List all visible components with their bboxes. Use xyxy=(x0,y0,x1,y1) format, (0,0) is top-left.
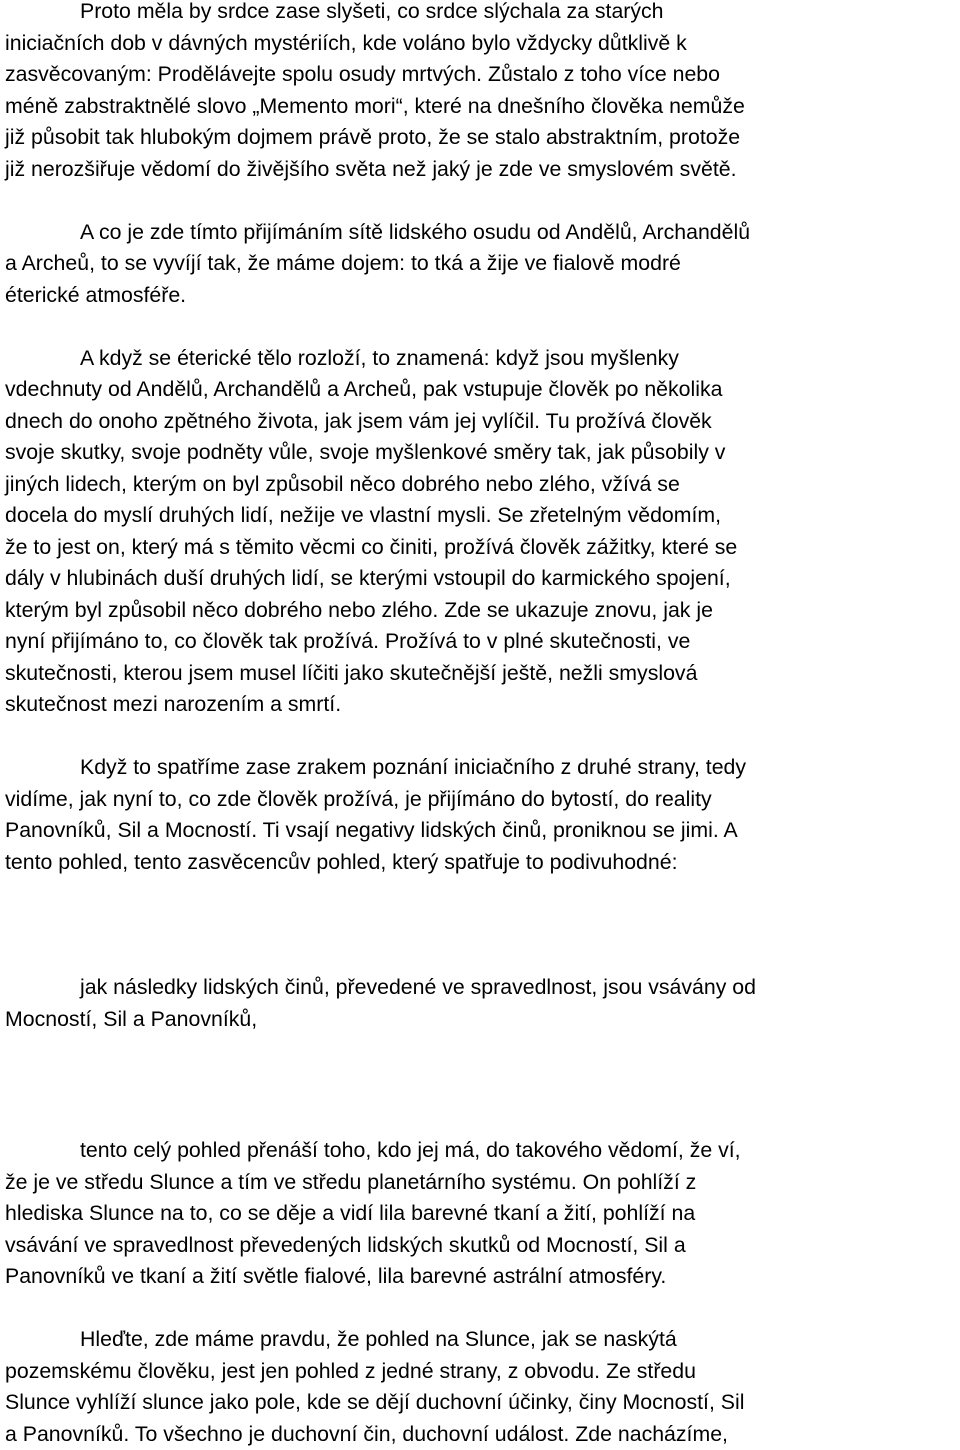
paragraph-spacer xyxy=(5,311,957,343)
paragraph-6: tento celý pohled přenáší toho, kdo jej má, do takového vědomí, že ví, že je ve středu Slunce a tím ve středu planetárního systému. On pohlíží z hlediska Slunce na to, co se děje a vidí lila barevné tkaní a žití, pohlíží na vsávání ve spravedlnost převedených lidských skutků od Mocností, Sil a Panovníků ve tkaní a žití světle fialové, lila barevné astrální atmosféry. xyxy=(5,1138,741,1288)
paragraph-spacer xyxy=(5,878,957,972)
paragraph-2: A co je zde tímto přijímáním sítě lidského osudu od Andělů, Archandělů a Archeů, to se vyvíjí tak, že máme dojem: to tká a žije ve fialově modré éterické atmosféře. xyxy=(5,219,751,307)
paragraph-spacer xyxy=(5,1293,957,1325)
paragraph-4: Když to spatříme zase zrakem poznání iniciačního z druhé strany, tedy vidíme, jak nyní to, co zde člověk prožívá, je přijímáno do bytostí, do reality Panovníků, Sil a Mocností. Ti vsají negativy lidských činů, proniknou se jimi. A tento pohled, tento zasvěcencův pohled, který spatřuje to podivuhodné: xyxy=(5,755,747,874)
paragraph-1: Proto měla by srdce zase slyšeti, co srdce slýchala za starých iniciačních dob v dávných mystériích, kde voláno bylo vždycky důtklivě k zasvěcovaným: Prodělávejte spolu osudy mrtvých. Zůstalo z toho více nebo méně zabstraktnělé slovo „Memento mori“, které na dnešního člověka nemůže již působit tak hlubokým dojmem právě proto, že se stalo abstraktním, protože již nerozšiřuje vědomí do živějšího světa než jaký je zde ve smyslovém světě. xyxy=(5,0,745,181)
paragraph-spacer xyxy=(5,1035,957,1135)
paragraph-5: jak následky lidských činů, převedené ve spravedlnost, jsou vsávány od Mocností, Sil a Panovníků, xyxy=(5,975,756,1031)
paragraph-spacer xyxy=(5,721,957,753)
document-page xyxy=(5,0,957,1450)
paragraph-spacer xyxy=(5,185,957,217)
paragraph-3: A když se éterické tělo rozloží, to znamená: když jsou myšlenky vdechnuty od Andělů, Archandělů a Archeů, pak vstupuje člověk po několika dnech do onoho zpětného života, jak jsem vám jej vylíčil. Tu prožívá člověk svoje skutky, svoje podněty vůle, svoje myšlenkové směry tak, jak působily v jiných lidech, kterým on byl způsobil něco dobrého nebo zlého, vžívá se docela do myslí druhých lidí, nežije ve vlastní mysli. Se zřetelným vědomím, že to jest on, který má s těmito věcmi co činiti, prožívá člověk zážitky, které se dály v hlubinách duší druhých lidí, se kterými vstoupil do karmického spojení, kterým byl způsobil něco dobrého nebo zlého. Zde se ukazuje znovu, jak je nyní přijímáno to, co člověk tak prožívá. Prožívá to v plné skutečnosti, ve skutečnosti, kterou jsem musel líčiti jako skutečnější ještě, nežli smyslová skutečnost mezi narozením a smrtí. xyxy=(5,345,738,716)
paragraph-7: Hleďte, zde máme pravdu, že pohled na Slunce, jak se naskýtá pozemskému člověku, jest jen pohled z jedné strany, z obvodu. Ze středu Slunce vyhlíží slunce jako pole, kde se dějí duchovní účinky, činy Mocností, Sil a Panovníků. To všechno je duchovní čin, duchovní událost. Zde nacházíme, xyxy=(5,1327,745,1446)
